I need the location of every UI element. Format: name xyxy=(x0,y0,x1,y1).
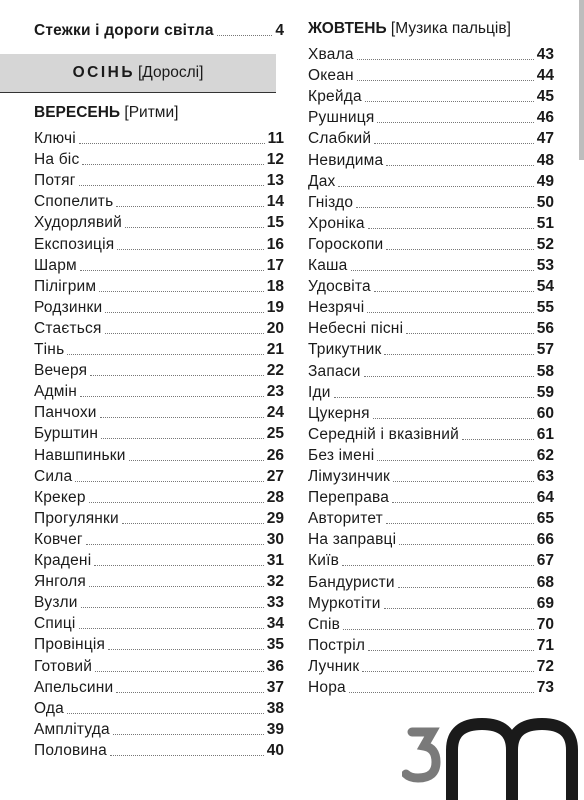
entry-title: Небесні пісні xyxy=(308,320,404,338)
right-entry[interactable] xyxy=(308,593,554,613)
leader-dots xyxy=(368,650,534,651)
entry-page-number: 33 xyxy=(266,594,284,612)
leader-dots xyxy=(357,59,534,60)
left-entry[interactable] xyxy=(34,445,284,465)
leader-dots xyxy=(338,186,533,187)
right-entry[interactable] xyxy=(308,234,554,254)
leader-dots xyxy=(75,481,263,482)
entry-title: Навшпиньки xyxy=(34,446,126,464)
entry-title: Трикутник xyxy=(308,341,382,359)
leader-dots xyxy=(374,143,534,144)
entry-title: Сила xyxy=(34,467,73,485)
entry-title: Муркотіти xyxy=(308,594,381,612)
leader-dots xyxy=(81,607,264,608)
left-entry[interactable] xyxy=(34,149,284,169)
leader-dots xyxy=(374,291,534,292)
entry-title: Крекер xyxy=(34,488,86,506)
left-entry[interactable] xyxy=(34,402,284,422)
leader-dots xyxy=(342,565,534,566)
entry-page-number: 17 xyxy=(266,256,284,274)
entry-page-number: 67 xyxy=(536,552,554,570)
right-entry[interactable] xyxy=(308,297,554,317)
left-entry[interactable] xyxy=(34,677,284,697)
entry-page-number: 52 xyxy=(536,235,554,253)
right-entry[interactable] xyxy=(308,318,554,338)
entry-title: Експозиція xyxy=(34,235,115,253)
entry-page-number: 54 xyxy=(536,278,554,296)
entry-page-number: 23 xyxy=(266,383,284,401)
entry-page-number: 46 xyxy=(536,109,554,127)
right-entry[interactable] xyxy=(308,424,554,444)
entry-page-number: 34 xyxy=(266,615,284,633)
entry-title: Прогулянки xyxy=(34,509,119,527)
leader-dots xyxy=(80,396,264,397)
leader-dots xyxy=(79,185,264,186)
right-entry[interactable] xyxy=(308,192,554,212)
left-entry[interactable] xyxy=(34,276,284,296)
right-entry[interactable] xyxy=(308,44,554,64)
entry-page-number: 49 xyxy=(536,172,554,190)
entry-title: Бандуристи xyxy=(308,573,395,591)
leader-dots xyxy=(79,628,264,629)
entry-title: Середній і вказівний xyxy=(308,425,459,443)
entry-page-number: 32 xyxy=(266,573,284,591)
entry-title: Нора xyxy=(308,679,346,696)
leader-dots xyxy=(462,439,534,440)
right-entry[interactable] xyxy=(308,65,554,85)
entry-title: На біс xyxy=(34,151,80,169)
season-subtitle: [Дорослі] xyxy=(138,64,204,81)
entry-page-number: 51 xyxy=(536,214,554,232)
leader-dots xyxy=(343,629,534,630)
entry-title: Бурштин xyxy=(34,425,99,443)
entry-page-number: 47 xyxy=(536,130,554,148)
entry-title: Пілігрим xyxy=(34,277,97,295)
leader-dots xyxy=(364,376,534,377)
entry-title: Половина xyxy=(34,741,107,759)
left-entry[interactable] xyxy=(34,360,284,380)
entry-page-number: 14 xyxy=(266,193,284,211)
section-divider xyxy=(0,92,276,93)
entry-title: Удосвіта xyxy=(308,278,371,296)
entry-page-number: 21 xyxy=(266,341,284,358)
logo-arch-right xyxy=(512,724,572,800)
left-entry[interactable] xyxy=(34,656,284,676)
entry-title: Переправа xyxy=(308,489,390,507)
leader-dots xyxy=(67,354,263,355)
leader-dots xyxy=(94,565,263,566)
right-entry[interactable] xyxy=(308,213,554,233)
left-entry[interactable] xyxy=(34,318,284,338)
leader-dots xyxy=(89,502,264,503)
leader-dots xyxy=(67,713,264,714)
right-entry[interactable] xyxy=(308,656,554,676)
left-entry[interactable] xyxy=(34,128,284,148)
entry-page-number: 69 xyxy=(536,594,554,612)
leader-dots xyxy=(116,206,263,207)
leader-dots xyxy=(362,671,533,672)
entry-title: Авторитет xyxy=(308,510,383,528)
leader-dots xyxy=(398,587,534,588)
entry-page-number: 25 xyxy=(266,425,284,443)
entry-title: Вечеря xyxy=(34,362,88,380)
section-name: ЖОВТЕНЬ xyxy=(308,20,387,37)
entry-page-number: 37 xyxy=(266,678,284,696)
left-entry[interactable] xyxy=(34,297,284,317)
entry-title: Панчохи xyxy=(34,404,97,422)
leader-dots xyxy=(129,460,264,461)
left-entry[interactable] xyxy=(34,529,284,549)
right-entry[interactable] xyxy=(308,339,554,359)
entry-title: Готовий xyxy=(34,657,93,675)
right-entry[interactable] xyxy=(308,487,554,507)
leader-dots xyxy=(386,249,533,250)
leader-dots xyxy=(80,270,264,271)
entry-title: Адмін xyxy=(34,383,78,401)
leader-dots xyxy=(105,333,264,334)
left-entry[interactable] xyxy=(34,698,284,718)
leader-dots xyxy=(377,460,533,461)
intro-entry[interactable] xyxy=(34,20,284,40)
entry-page-number: 58 xyxy=(536,362,554,380)
leader-dots xyxy=(386,165,533,166)
leader-dots xyxy=(99,291,263,292)
entry-page-number: 39 xyxy=(266,720,284,738)
right-entry[interactable] xyxy=(308,150,554,170)
entry-page-number: 13 xyxy=(266,172,284,190)
entry-page-number: 11 xyxy=(267,130,284,147)
entry-page-number: 64 xyxy=(536,489,554,507)
entry-page-number: 65 xyxy=(536,510,554,528)
right-entry[interactable] xyxy=(308,361,554,381)
entry-title: Родзинки xyxy=(34,298,103,316)
right-entry[interactable] xyxy=(308,171,554,191)
left-entry[interactable] xyxy=(34,381,284,401)
right-entry[interactable] xyxy=(308,255,554,275)
entry-title: Хвала xyxy=(308,46,354,63)
entry-title: Провінція xyxy=(34,636,106,654)
right-entry[interactable] xyxy=(308,107,554,127)
entry-title: Тінь xyxy=(34,341,65,358)
entry-page-number: 29 xyxy=(266,509,284,527)
entry-page-number: 63 xyxy=(536,468,554,485)
right-entry[interactable] xyxy=(308,572,554,592)
left-entry[interactable] xyxy=(34,634,284,654)
left-entry[interactable] xyxy=(34,466,284,486)
leader-dots xyxy=(79,143,265,144)
leader-dots xyxy=(393,481,534,482)
entry-page-number: 40 xyxy=(266,741,284,759)
entry-page-number: 66 xyxy=(536,531,554,549)
section-name: ВЕРЕСЕНЬ xyxy=(34,104,121,121)
entry-title: Без імені xyxy=(308,446,375,464)
right-entry[interactable] xyxy=(308,403,554,423)
leader-dots xyxy=(110,755,264,756)
left-entry[interactable] xyxy=(34,423,284,443)
leader-dots xyxy=(356,207,534,208)
section-subtitle: [Ритми] xyxy=(124,104,179,121)
entry-title: Янголя xyxy=(34,573,86,591)
entry-title: Запаси xyxy=(308,362,361,380)
leader-dots xyxy=(217,35,273,36)
entry-page-number: 45 xyxy=(536,88,554,106)
leader-dots xyxy=(365,101,534,102)
leader-dots xyxy=(351,270,534,271)
entry-title: Крадені xyxy=(34,552,92,569)
right-entry[interactable] xyxy=(308,128,554,148)
entry-title: Спопелить xyxy=(34,193,114,211)
leader-dots xyxy=(122,523,264,524)
page-edge-strip xyxy=(579,0,584,160)
entry-page-number: 44 xyxy=(536,67,554,85)
leader-dots xyxy=(373,418,534,419)
entry-title: Цукерня xyxy=(308,404,370,422)
leader-dots xyxy=(100,417,264,418)
leader-dots xyxy=(334,397,534,398)
right-entry[interactable] xyxy=(308,445,554,465)
entry-page-number: 22 xyxy=(266,362,284,380)
season-band xyxy=(0,54,276,92)
entry-title: Худорлявий xyxy=(34,214,122,232)
logo-arch-left xyxy=(452,724,512,800)
entry-page-number: 48 xyxy=(536,151,554,169)
entry-page-number: 61 xyxy=(536,425,554,443)
entry-page-number: 55 xyxy=(536,299,554,317)
right-entry[interactable] xyxy=(308,614,554,634)
right-entry[interactable] xyxy=(308,677,554,697)
entry-page-number: 71 xyxy=(536,636,554,654)
entry-page-number: 56 xyxy=(536,320,554,338)
entry-page-number: 18 xyxy=(266,277,284,295)
entry-title: Амплітуда xyxy=(34,720,110,738)
leader-dots xyxy=(377,122,533,123)
left-entry[interactable] xyxy=(34,212,284,232)
entry-page-number: 27 xyxy=(266,467,284,485)
entry-page-number: 24 xyxy=(266,404,284,422)
entry-page-number: 60 xyxy=(536,404,554,422)
entry-title: Океан xyxy=(308,67,354,85)
entry-title: Апельсини xyxy=(34,678,114,696)
publisher-logo-icon xyxy=(402,710,584,800)
entry-title: Гніздо xyxy=(308,193,354,211)
intro-page: 4 xyxy=(275,22,284,39)
entry-title: Потяг xyxy=(34,172,76,190)
intro-title: Стежки і дороги світла xyxy=(34,22,214,39)
leader-dots xyxy=(406,333,534,334)
entry-title: Невидима xyxy=(308,151,384,169)
leader-dots xyxy=(367,312,533,313)
leader-dots xyxy=(89,586,264,587)
entry-page-number: 62 xyxy=(536,446,554,464)
entry-title: Каша xyxy=(308,257,348,274)
leader-dots xyxy=(384,354,533,355)
logo-digit xyxy=(406,732,436,778)
entry-page-number: 26 xyxy=(266,446,284,464)
left-entry[interactable] xyxy=(34,719,284,739)
left-entry[interactable] xyxy=(34,740,284,760)
entry-page-number: 31 xyxy=(266,552,284,569)
right-entry[interactable] xyxy=(308,86,554,106)
entry-title: Дах xyxy=(308,172,336,190)
entry-title: Слабкий xyxy=(308,130,372,148)
entry-title: Лімузинчик xyxy=(308,468,391,485)
entry-title: Крейда xyxy=(308,88,362,106)
leader-dots xyxy=(82,164,263,165)
left-entry[interactable] xyxy=(34,592,284,612)
leader-dots xyxy=(399,544,534,545)
leader-dots xyxy=(392,502,534,503)
entry-page-number: 53 xyxy=(536,257,554,274)
left-entry[interactable] xyxy=(34,508,284,528)
left-entry[interactable] xyxy=(34,234,284,254)
right-entry[interactable] xyxy=(308,382,554,402)
entry-page-number: 73 xyxy=(536,679,554,696)
entry-page-number: 35 xyxy=(266,636,284,654)
entry-title: Спиці xyxy=(34,615,76,633)
entry-page-number: 72 xyxy=(536,657,554,675)
entry-title: Хроніка xyxy=(308,214,365,232)
entry-page-number: 15 xyxy=(266,214,284,232)
entry-title: Шарм xyxy=(34,256,77,274)
right-entry[interactable] xyxy=(308,466,554,486)
leader-dots xyxy=(90,375,264,376)
left-entry[interactable] xyxy=(34,255,284,275)
entry-page-number: 16 xyxy=(266,235,284,253)
entry-title: Вузли xyxy=(34,594,78,612)
entry-page-number: 57 xyxy=(536,341,554,359)
entry-title: Іди xyxy=(308,383,331,401)
leader-dots xyxy=(386,523,534,524)
leader-dots xyxy=(95,671,264,672)
entry-title: Ода xyxy=(34,699,64,717)
section-subtitle: [Музика пальців] xyxy=(390,20,511,37)
left-entry[interactable] xyxy=(34,613,284,633)
entry-title: Незрячі xyxy=(308,299,365,317)
entry-page-number: 38 xyxy=(266,699,284,717)
leader-dots xyxy=(117,249,263,250)
leader-dots xyxy=(125,227,264,228)
right-entry[interactable] xyxy=(308,276,554,296)
leader-dots xyxy=(113,734,264,735)
entry-page-number: 28 xyxy=(266,488,284,506)
right-entry[interactable] xyxy=(308,508,554,528)
entry-title: Лучник xyxy=(308,657,360,675)
entry-page-number: 19 xyxy=(266,298,284,316)
left-entry[interactable] xyxy=(34,571,284,591)
entry-page-number: 30 xyxy=(266,530,284,548)
entry-page-number: 36 xyxy=(266,657,284,675)
entry-page-number: 68 xyxy=(536,573,554,591)
left-entry[interactable] xyxy=(34,339,284,359)
right-entry[interactable] xyxy=(308,635,554,655)
entry-page-number: 20 xyxy=(266,319,284,337)
leader-dots xyxy=(108,649,264,650)
left-entry[interactable] xyxy=(34,191,284,211)
entry-title: На заправці xyxy=(308,531,397,549)
right-entry[interactable] xyxy=(308,550,554,570)
leader-dots xyxy=(384,608,534,609)
left-entry[interactable] xyxy=(34,487,284,507)
entry-title: Стається xyxy=(34,319,102,337)
entry-page-number: 50 xyxy=(536,193,554,211)
entry-title: Спів xyxy=(308,615,341,633)
leader-dots xyxy=(101,438,264,439)
entry-title: Гороскопи xyxy=(308,235,384,253)
leader-dots xyxy=(116,692,263,693)
leader-dots xyxy=(357,80,534,81)
entry-page-number: 70 xyxy=(536,615,554,633)
leader-dots xyxy=(86,544,264,545)
leader-dots xyxy=(368,228,534,229)
entry-page-number: 59 xyxy=(536,383,554,401)
entry-page-number: 12 xyxy=(266,151,284,169)
entry-title: Постріл xyxy=(308,636,366,654)
season-name: ОСІНЬ xyxy=(72,64,135,81)
entry-page-number: 43 xyxy=(536,46,554,63)
left-entry[interactable] xyxy=(34,550,284,570)
entry-title: Ключі xyxy=(34,130,76,147)
leader-dots xyxy=(105,312,263,313)
section-heading-october xyxy=(308,20,511,40)
section-heading-september xyxy=(34,104,178,124)
leader-dots xyxy=(349,692,534,693)
entry-title: Київ xyxy=(308,552,340,570)
entry-title: Рушниця xyxy=(308,109,375,127)
entry-title: Ковчег xyxy=(34,530,83,548)
left-entry[interactable] xyxy=(34,170,284,190)
right-entry[interactable] xyxy=(308,529,554,549)
